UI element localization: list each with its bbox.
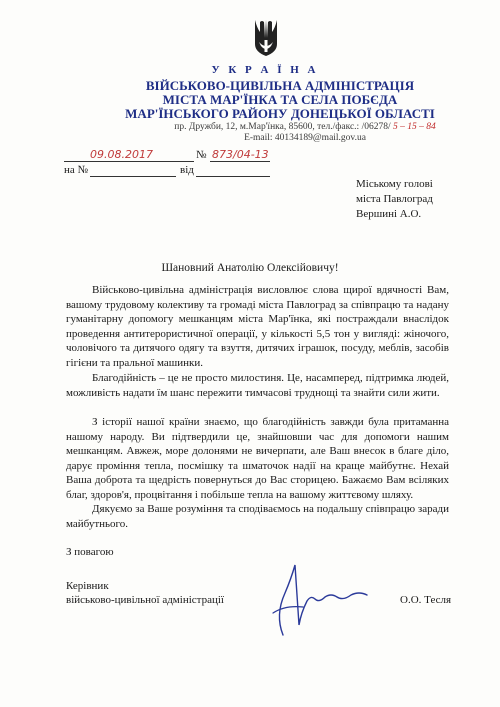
- reference-date-line: [196, 176, 270, 177]
- reference-number-line: [90, 176, 176, 177]
- signatory-name: О.О. Тесля: [400, 594, 452, 606]
- body-paragraph-3: [66, 415, 449, 502]
- org-address: [140, 122, 470, 144]
- org-name-line-1: ВІЙСЬКОВО-ЦИВІЛЬНА АДМІНІСТРАЦІЯ: [145, 78, 415, 93]
- signatory-title-line-1: Керівник: [66, 580, 109, 592]
- closing-phrase: З повагою: [66, 546, 114, 558]
- country-name: У К Р А Ї Н А: [211, 64, 319, 76]
- paragraph-text: Благодійність – це не просто милостиня. Це, насамперед, підтримка людей, можливість надати їм шанс пережити тимчасові труднощі та знайти сили жити.: [66, 372, 449, 399]
- org-name-line-2: МІСТА МАР'ЇНКА ТА СЕЛА ПОБЄДА: [162, 92, 398, 107]
- number-prefix: №: [196, 149, 207, 161]
- address-text: пр. Дружби, 12, м.Мар'їнка, 85600, тел./факс.: /06278/: [174, 122, 391, 132]
- greeting: Шановний Анатолію Олексійовичу!: [161, 262, 339, 274]
- signatory-title-line-2: військово-цивільної адміністрації: [66, 594, 224, 606]
- paragraph-text: Військово-цивільна адміністрація висловлює слова щирої вдячності Вам, вашому трудовому колективу та громаді міста Павлоград за співпрацю та надану гуманітарну допомогу мешканцям міста Мар'їнка, які постраждали внаслідок проведення антитерористичної операції, у кількості 5,5 тон у вигляді: жіночого, чоловічого та дитячого одягу та взуття, дитячих іграшок, посуду, меблів, засобів гігієни та пральної машинки.: [66, 284, 449, 369]
- reference-date-label: від: [180, 164, 194, 176]
- email-line: E-mail: 40134189@mail.gov.ua: [244, 133, 366, 143]
- signature-icon: [255, 555, 385, 640]
- body-paragraph-4: [66, 502, 449, 531]
- trident-emblem-icon: [253, 16, 279, 58]
- reference-number-label: на №: [64, 164, 89, 176]
- date-field-line: [64, 161, 194, 162]
- registration-number: 873/04-13: [212, 148, 269, 161]
- registration-date: 09.08.2017: [90, 148, 153, 161]
- recipient-line-2: міста Павлоград: [356, 193, 433, 205]
- body-paragraph-1: [66, 283, 449, 370]
- paragraph-text: Дякуємо за Ваше розуміння та сподіваємось на подальшу співпрацю заради майбутнього.: [66, 503, 449, 530]
- number-field-line: [210, 161, 270, 162]
- phone-number: 5 – 15 – 84: [392, 122, 436, 132]
- paragraph-text: З історії нашої країни знаємо, що благодійність завжди була притаманна нашому народу. Ви підтвердили це, знайшовши час для допомоги нашим мешканцям. Авжеж, море долонями не вичерпати, але Ваш внесок в благе діло, дарує проміння тепла, посмішку та шматочок надії на краще майбутнє. Нехай Ваша доброта та щедрість повернуться до Вас сторицею. Бажаємо Вам всіляких благ, здоров'я, процвітання і побільше тепла на вашому життєвому шляху.: [66, 416, 449, 501]
- recipient-line-3: Вершині А.О.: [356, 208, 422, 220]
- body-paragraph-2: [66, 371, 449, 400]
- org-name-line-3: МАР'ЇНСЬКОГО РАЙОНУ ДОНЕЦЬКОЇ ОБЛАСТІ: [125, 106, 435, 121]
- recipient-block: [356, 177, 433, 222]
- recipient-line-1: Міському голові: [356, 178, 433, 190]
